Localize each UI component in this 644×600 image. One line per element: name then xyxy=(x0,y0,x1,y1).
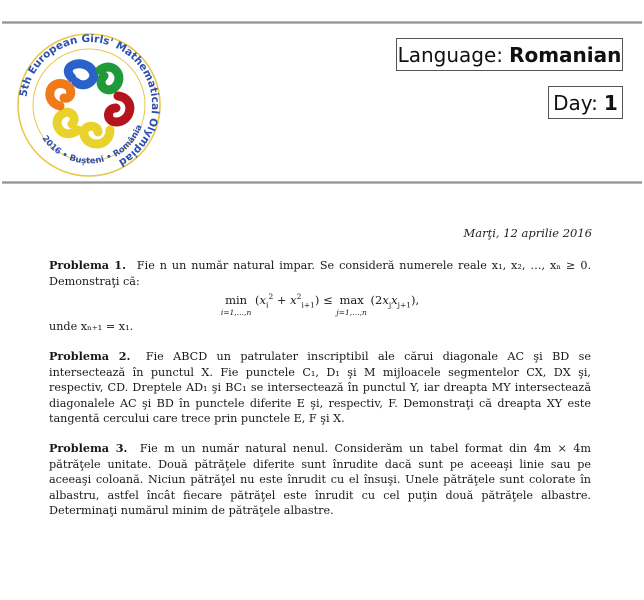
language-value: Romanian xyxy=(509,42,622,67)
top-horizontal-rule xyxy=(2,21,642,24)
day-value: 1 xyxy=(603,90,618,115)
problem-3-text: Fie m un număr natural nenul. Considerăm un tabel format din 4m × 4m pătrăţele unitate. Două pătrăţele diferite sunt înrudite dacă sunt pe aceeaşi linie sau pe aceeaşi coloană. Niciun pătrăţel nu este înrudit cu el însuşi. Unele pătrăţele sunt colorate în albastru, astfel încât fiecare pătrăţel este înrudit cu cel puţin două pătrăţele albastre. Determinaţi numărul minim de pătrăţele albastre. xyxy=(49,442,592,517)
language-label: Language: xyxy=(397,42,504,67)
problem-2 xyxy=(49,349,591,427)
svg-text:2016 • Bușteni • România: 2016 • Bușteni • România xyxy=(39,123,145,167)
problem-2-text: Fie ABCD un patrulater inscriptibil ale cărui diagonale AC şi BD se intersectează în punctul X. Fie punctele C₁, D₁ şi M mijloacele segmentelor CX, DX şi, respectiv, CD. Dreptele AD₁ şi BC₁ se intersectează în punctul Y, iar dreapta MY intersectează diagonalele AC şi BD în punctele diferite E şi, respectiv, F. Demonstraţi că dreapta XY este tangentă cercului care trece prin punctele E, F şi X. xyxy=(49,350,591,425)
bottom-horizontal-rule xyxy=(2,181,642,184)
egmo-knot-emblem-icon xyxy=(14,30,164,180)
problem-1-statement xyxy=(49,258,591,289)
problem-1-equation: min i=1,…,n $(x_i^2 + x^2_{i+1}) \le \max$ j=1,…,n $(2x_jx_{j+1})$, xyxy=(220,292,420,317)
egmo-logo xyxy=(14,30,164,180)
problem-3-title: Problema 3. xyxy=(49,441,128,455)
problem-1-text: Fie n un număr natural impar. Se consideră numerele reale x₁, x₂, …, xₙ ≥ 0. Demonstraţi că: xyxy=(49,259,591,288)
problem-3 xyxy=(49,441,591,519)
day-label: Day: xyxy=(553,90,598,115)
problem-1 xyxy=(49,258,591,335)
day-box xyxy=(548,86,623,119)
language-box xyxy=(396,38,623,71)
problem-1-title: Problema 1. xyxy=(49,258,126,272)
problem-1-condition: unde xₙ₊₁ = x₁. xyxy=(49,320,134,333)
svg-text:5th European Girls' Mathematic: 5th European Girls' Mathematical Olympiad xyxy=(17,32,162,169)
problem-2-title: Problema 2. xyxy=(49,349,131,363)
exam-date: Marţi, 12 aprilie 2016 xyxy=(463,226,592,240)
